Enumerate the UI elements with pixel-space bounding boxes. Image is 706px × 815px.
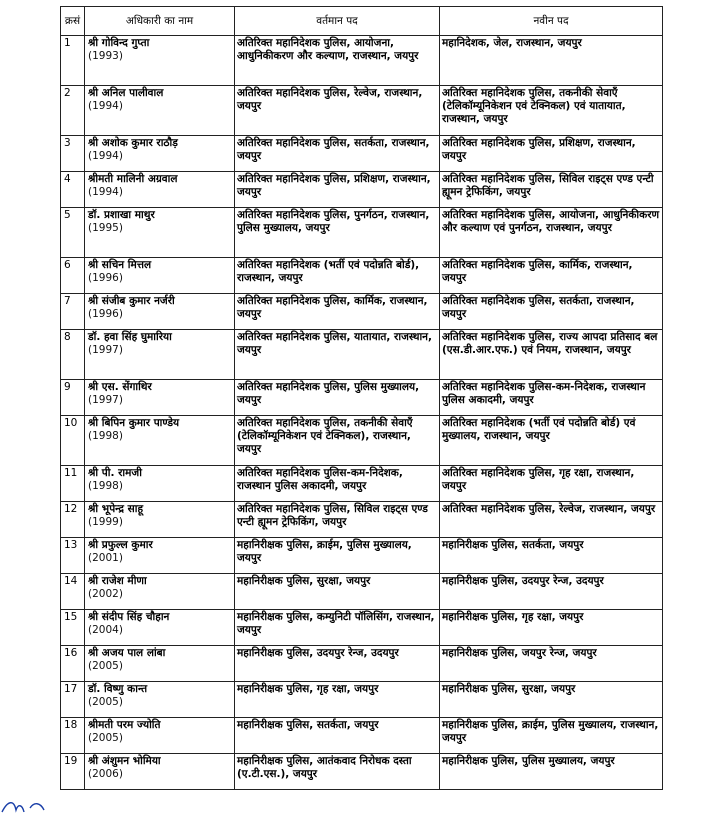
cell-officer-name [85, 86, 235, 136]
sno-text: 18 [64, 719, 78, 731]
batch-year-text: (2005) [88, 696, 123, 708]
new-post-text: अतिरिक्त महानिदेशक पुलिस, तकनीकी सेवाएँ (टेलिकॉम्यूनिकेशन एवं टेक्निकल) एवं यातायात, राजस्थान, जयपुर [442, 87, 626, 125]
cell-current-post [235, 754, 440, 790]
cell-officer-name [85, 610, 235, 646]
cell-sno [61, 136, 85, 172]
cell-new-post [440, 36, 663, 86]
cell-sno [61, 646, 85, 682]
table-row [61, 208, 663, 258]
cell-new-post [440, 172, 663, 208]
sno-text: 15 [64, 611, 78, 623]
cell-sno [61, 294, 85, 330]
sno-text: 10 [64, 417, 78, 429]
cell-current-post [235, 136, 440, 172]
cell-sno [61, 380, 85, 416]
officer-name-text: डॉ. विष्णु कान्त [88, 683, 148, 695]
table-body [61, 36, 663, 790]
current-post-text: अतिरिक्त महानिदेशक पुलिस, रेल्वेज, राजस्थान, जयपुर [237, 87, 423, 112]
sno-text: 12 [64, 503, 78, 515]
sno-text: 7 [64, 295, 71, 307]
table-row [61, 466, 663, 502]
sno-text: 17 [64, 683, 78, 695]
new-post-text: अतिरिक्त महानिदेशक पुलिस, गृह रक्षा, राजस्थान, जयपुर [442, 467, 635, 492]
cell-sno [61, 86, 85, 136]
new-post-text: महानिरीक्षक पुलिस, गृह रक्षा, जयपुर [442, 611, 584, 623]
cell-officer-name [85, 682, 235, 718]
cell-new-post [440, 86, 663, 136]
table-header-row [61, 7, 663, 36]
current-post-text: अतिरिक्त महानिदेशक पुलिस, पुलिस मुख्यालय, जयपुर [237, 381, 420, 406]
officer-name-text: श्री अंशुमन भोमिया [88, 755, 161, 767]
batch-year-text: (2005) [88, 732, 123, 744]
officer-name-text: डॉ. प्रशाखा माथुर [88, 209, 155, 221]
cell-officer-name [85, 294, 235, 330]
officer-name-text: श्री एस. सेंगाथिर [88, 381, 152, 393]
batch-year-text: (2002) [88, 588, 123, 600]
cell-officer-name [85, 330, 235, 380]
cell-sno [61, 258, 85, 294]
cell-sno [61, 610, 85, 646]
current-post-text: अतिरिक्त महानिदेशक पुलिस, यातायात, राजस्थान, जयपुर [237, 331, 432, 356]
cell-officer-name [85, 258, 235, 294]
cell-new-post [440, 330, 663, 380]
new-post-text: महानिरीक्षक पुलिस, उदयपुर रेन्ज, उदयपुर [442, 575, 604, 587]
current-post-text: महानिरीक्षक पुलिस, सुरक्षा, जयपुर [237, 575, 371, 587]
batch-year-text: (2006) [88, 768, 123, 780]
sno-text: 14 [64, 575, 78, 587]
batch-year-text: (1996) [88, 308, 123, 320]
table-row [61, 380, 663, 416]
cell-sno [61, 208, 85, 258]
cell-officer-name [85, 208, 235, 258]
table-row [61, 86, 663, 136]
cell-sno [61, 538, 85, 574]
table-row [61, 718, 663, 754]
sno-text: 1 [64, 37, 71, 49]
cell-current-post [235, 646, 440, 682]
new-post-text: महानिरीक्षक पुलिस, क्राईम, पुलिस मुख्यालय, राजस्थान, जयपुर [442, 719, 659, 744]
cell-officer-name [85, 646, 235, 682]
cell-current-post [235, 466, 440, 502]
new-post-text: अतिरिक्त महानिदेशक पुलिस-कम-निदेशक, राजस्थान पुलिस अकादमी, जयपुर [442, 381, 646, 406]
cell-sno [61, 36, 85, 86]
current-post-text: महानिरीक्षक पुलिस, उदयपुर रेन्ज, उदयपुर [237, 647, 399, 659]
cell-officer-name [85, 754, 235, 790]
batch-year-text: (1998) [88, 480, 123, 492]
cell-new-post [440, 538, 663, 574]
batch-year-text: (1994) [88, 150, 123, 162]
table-row [61, 36, 663, 86]
batch-year-text: (1993) [88, 50, 123, 62]
batch-year-text: (1994) [88, 186, 123, 198]
officer-name-text: श्री सचिन मित्तल [88, 259, 152, 271]
cell-new-post [440, 502, 663, 538]
officer-name-text: श्री पी. रामजी [88, 467, 142, 479]
sno-text: 8 [64, 331, 71, 343]
cell-sno [61, 682, 85, 718]
cell-current-post [235, 258, 440, 294]
new-post-text: अतिरिक्त महानिदेशक पुलिस, रेल्वेज, राजस्थान, जयपुर [442, 503, 656, 515]
table-row [61, 610, 663, 646]
cell-sno [61, 502, 85, 538]
current-post-text: महानिरीक्षक पुलिस, कम्युनिटी पॉलिसिंग, राजस्थान, जयपुर [237, 611, 435, 636]
table-row [61, 502, 663, 538]
batch-year-text: (1999) [88, 516, 123, 528]
officer-transfer-table [60, 6, 663, 790]
sno-text: 5 [64, 209, 71, 221]
officer-name-text: श्री अशोक कुमार राठौड़ [88, 137, 178, 149]
cell-officer-name [85, 502, 235, 538]
handwritten-mark [0, 796, 80, 815]
sno-text: 13 [64, 539, 78, 551]
cell-new-post [440, 380, 663, 416]
cell-current-post [235, 330, 440, 380]
current-post-text: महानिरीक्षक पुलिस, गृह रक्षा, जयपुर [237, 683, 379, 695]
current-post-text: महानिरीक्षक पुलिस, सतर्कता, जयपुर [237, 719, 379, 731]
batch-year-text: (1996) [88, 272, 123, 284]
current-post-text: अतिरिक्त महानिदेशक पुलिस-कम-निदेशक, राजस्थान पुलिस अकादमी, जयपुर [237, 467, 403, 492]
cell-officer-name [85, 718, 235, 754]
batch-year-text: (2004) [88, 624, 123, 636]
cell-new-post [440, 682, 663, 718]
sno-text: 2 [64, 87, 71, 99]
table-row [61, 538, 663, 574]
table-row [61, 294, 663, 330]
header-sno: क्रसं [61, 7, 85, 36]
cell-current-post [235, 538, 440, 574]
cell-new-post [440, 754, 663, 790]
officer-name-text: श्री राजेश मीणा [88, 575, 147, 587]
cell-current-post [235, 682, 440, 718]
officer-name-text: श्री प्रफुल्ल कुमार [88, 539, 153, 551]
officer-name-text: श्री संजीब कुमार नर्जरी [88, 295, 175, 307]
cell-new-post [440, 136, 663, 172]
cell-new-post [440, 258, 663, 294]
sno-text: 4 [64, 173, 71, 185]
cell-officer-name [85, 36, 235, 86]
cell-current-post [235, 86, 440, 136]
table-row [61, 574, 663, 610]
new-post-text: अतिरिक्त महानिदेशक पुलिस, आयोजना, आधुनिकीकरण और कल्याण एवं पुनर्गठन, राजस्थान, जयपुर [442, 209, 660, 234]
cell-sno [61, 416, 85, 466]
new-post-text: अतिरिक्त महानिदेशक पुलिस, राज्य आपदा प्रतिसाद बल (एस.डी.आर.एफ.) एवं नियम, राजस्थान, जयपुर [442, 331, 658, 356]
new-post-text: अतिरिक्त महानिदेशक पुलिस, सिविल राइट्स एण्ड एन्टी ह्यूमन ट्रेफिकिंग, जयपुर [442, 173, 654, 198]
cell-new-post [440, 610, 663, 646]
officer-name-text: श्री भूपेन्द्र साहू [88, 503, 144, 515]
cell-current-post [235, 718, 440, 754]
table-row [61, 172, 663, 208]
cell-sno [61, 172, 85, 208]
cell-current-post [235, 172, 440, 208]
new-post-text: अतिरिक्त महानिदेशक (भर्ती एवं पदोन्नति बोर्ड) एवं मुख्यालय, राजस्थान, जयपुर [442, 417, 636, 442]
batch-year-text: (1994) [88, 100, 123, 112]
current-post-text: महानिरीक्षक पुलिस, आतंकवाद निरोधक दस्ता (ए.टी.एस.), जयपुर [237, 755, 412, 780]
batch-year-text: (1998) [88, 430, 123, 442]
cell-sno [61, 754, 85, 790]
current-post-text: महानिरीक्षक पुलिस, क्राईम, पुलिस मुख्यालय, जयपुर [237, 539, 412, 564]
cell-current-post [235, 502, 440, 538]
cell-new-post [440, 294, 663, 330]
cell-current-post [235, 208, 440, 258]
officer-name-text: श्रीमती मालिनी अग्रवाल [88, 173, 178, 185]
current-post-text: अतिरिक्त महानिदेशक पुलिस, तकनीकी सेवाएँ (टेलिकॉम्यूनिकेशन एवं टेक्निकल), राजस्थान, जयपुर [237, 417, 413, 455]
header-current-post: वर्तमान पद [235, 7, 440, 36]
batch-year-text: (2001) [88, 552, 123, 564]
batch-year-text: (1997) [88, 394, 123, 406]
cell-current-post [235, 416, 440, 466]
cell-officer-name [85, 172, 235, 208]
sno-text: 16 [64, 647, 78, 659]
current-post-text: अतिरिक्त महानिदेशक (भर्ती एवं पदोन्नति बोर्ड), राजस्थान, जयपुर [237, 259, 420, 284]
cell-sno [61, 466, 85, 502]
cell-officer-name [85, 380, 235, 416]
table-row [61, 682, 663, 718]
officer-name-text: श्री गोविन्द गुप्ता [88, 37, 150, 49]
cell-current-post [235, 294, 440, 330]
cell-new-post [440, 208, 663, 258]
batch-year-text: (2005) [88, 660, 123, 672]
table-row [61, 416, 663, 466]
cell-officer-name [85, 416, 235, 466]
table-row [61, 754, 663, 790]
cell-new-post [440, 574, 663, 610]
new-post-text: महानिरीक्षक पुलिस, पुलिस मुख्यालय, जयपुर [442, 755, 615, 767]
new-post-text: महानिरीक्षक पुलिस, जयपुर रेन्ज, जयपुर [442, 647, 597, 659]
cell-new-post [440, 416, 663, 466]
batch-year-text: (1997) [88, 344, 123, 356]
cell-current-post [235, 610, 440, 646]
cell-sno [61, 330, 85, 380]
cell-new-post [440, 718, 663, 754]
officer-name-text: श्री अनिल पालीवाल [88, 87, 164, 99]
officer-name-text: श्री अजय पाल लांबा [88, 647, 166, 659]
cell-sno [61, 574, 85, 610]
new-post-text: महानिरीक्षक पुलिस, सुरक्षा, जयपुर [442, 683, 576, 695]
current-post-text: अतिरिक्त महानिदेशक पुलिस, पुनर्गठन, राजस्थान, पुलिस मुख्यालय, जयपुर [237, 209, 430, 234]
cell-new-post [440, 466, 663, 502]
sno-text: 3 [64, 137, 71, 149]
table-row [61, 330, 663, 380]
cell-current-post [235, 36, 440, 86]
new-post-text: महानिरीक्षक पुलिस, सतर्कता, जयपुर [442, 539, 584, 551]
current-post-text: अतिरिक्त महानिदेशक पुलिस, प्रशिक्षण, राजस्थान, जयपुर [237, 173, 431, 198]
sno-text: 11 [64, 467, 78, 479]
cell-officer-name [85, 466, 235, 502]
table-row [61, 136, 663, 172]
current-post-text: अतिरिक्त महानिदेशक पुलिस, सतर्कता, राजस्थान, जयपुर [237, 137, 430, 162]
cell-current-post [235, 380, 440, 416]
officer-name-text: श्री संदीप सिंह चौहान [88, 611, 170, 623]
cell-sno [61, 718, 85, 754]
officer-name-text: श्रीमती परम ज्योति [88, 719, 161, 731]
table-row [61, 258, 663, 294]
current-post-text: अतिरिक्त महानिदेशक पुलिस, कार्मिक, राजस्थान, जयपुर [237, 295, 428, 320]
sno-text: 19 [64, 755, 78, 767]
cell-new-post [440, 646, 663, 682]
sno-text: 9 [64, 381, 71, 393]
new-post-text: महानिदेशक, जेल, राजस्थान, जयपुर [442, 37, 582, 49]
officer-name-text: श्री बिपिन कुमार पाण्डेय [88, 417, 180, 429]
batch-year-text: (1995) [88, 222, 123, 234]
current-post-text: अतिरिक्त महानिदेशक पुलिस, सिविल राइट्स एण्ड एन्टी ह्यूमन ट्रेफिकिंग, जयपुर [237, 503, 428, 528]
cell-current-post [235, 574, 440, 610]
cell-officer-name [85, 136, 235, 172]
cell-officer-name [85, 538, 235, 574]
new-post-text: अतिरिक्त महानिदेशक पुलिस, प्रशिक्षण, राजस्थान, जयपुर [442, 137, 636, 162]
sno-text: 6 [64, 259, 71, 271]
table-row [61, 646, 663, 682]
new-post-text: अतिरिक्त महानिदेशक पुलिस, सतर्कता, राजस्थान, जयपुर [442, 295, 635, 320]
cell-officer-name [85, 574, 235, 610]
header-new-post: नवीन पद [440, 7, 663, 36]
header-officer-name: अधिकारी का नाम [85, 7, 235, 36]
new-post-text: अतिरिक्त महानिदेशक पुलिस, कार्मिक, राजस्थान, जयपुर [442, 259, 633, 284]
current-post-text: अतिरिक्त महानिदेशक पुलिस, आयोजना, आधुनिकीकरण और कल्याण, राजस्थान, जयपुर [237, 37, 419, 62]
officer-name-text: डॉ. हवा सिंह घुमारिया [88, 331, 172, 343]
